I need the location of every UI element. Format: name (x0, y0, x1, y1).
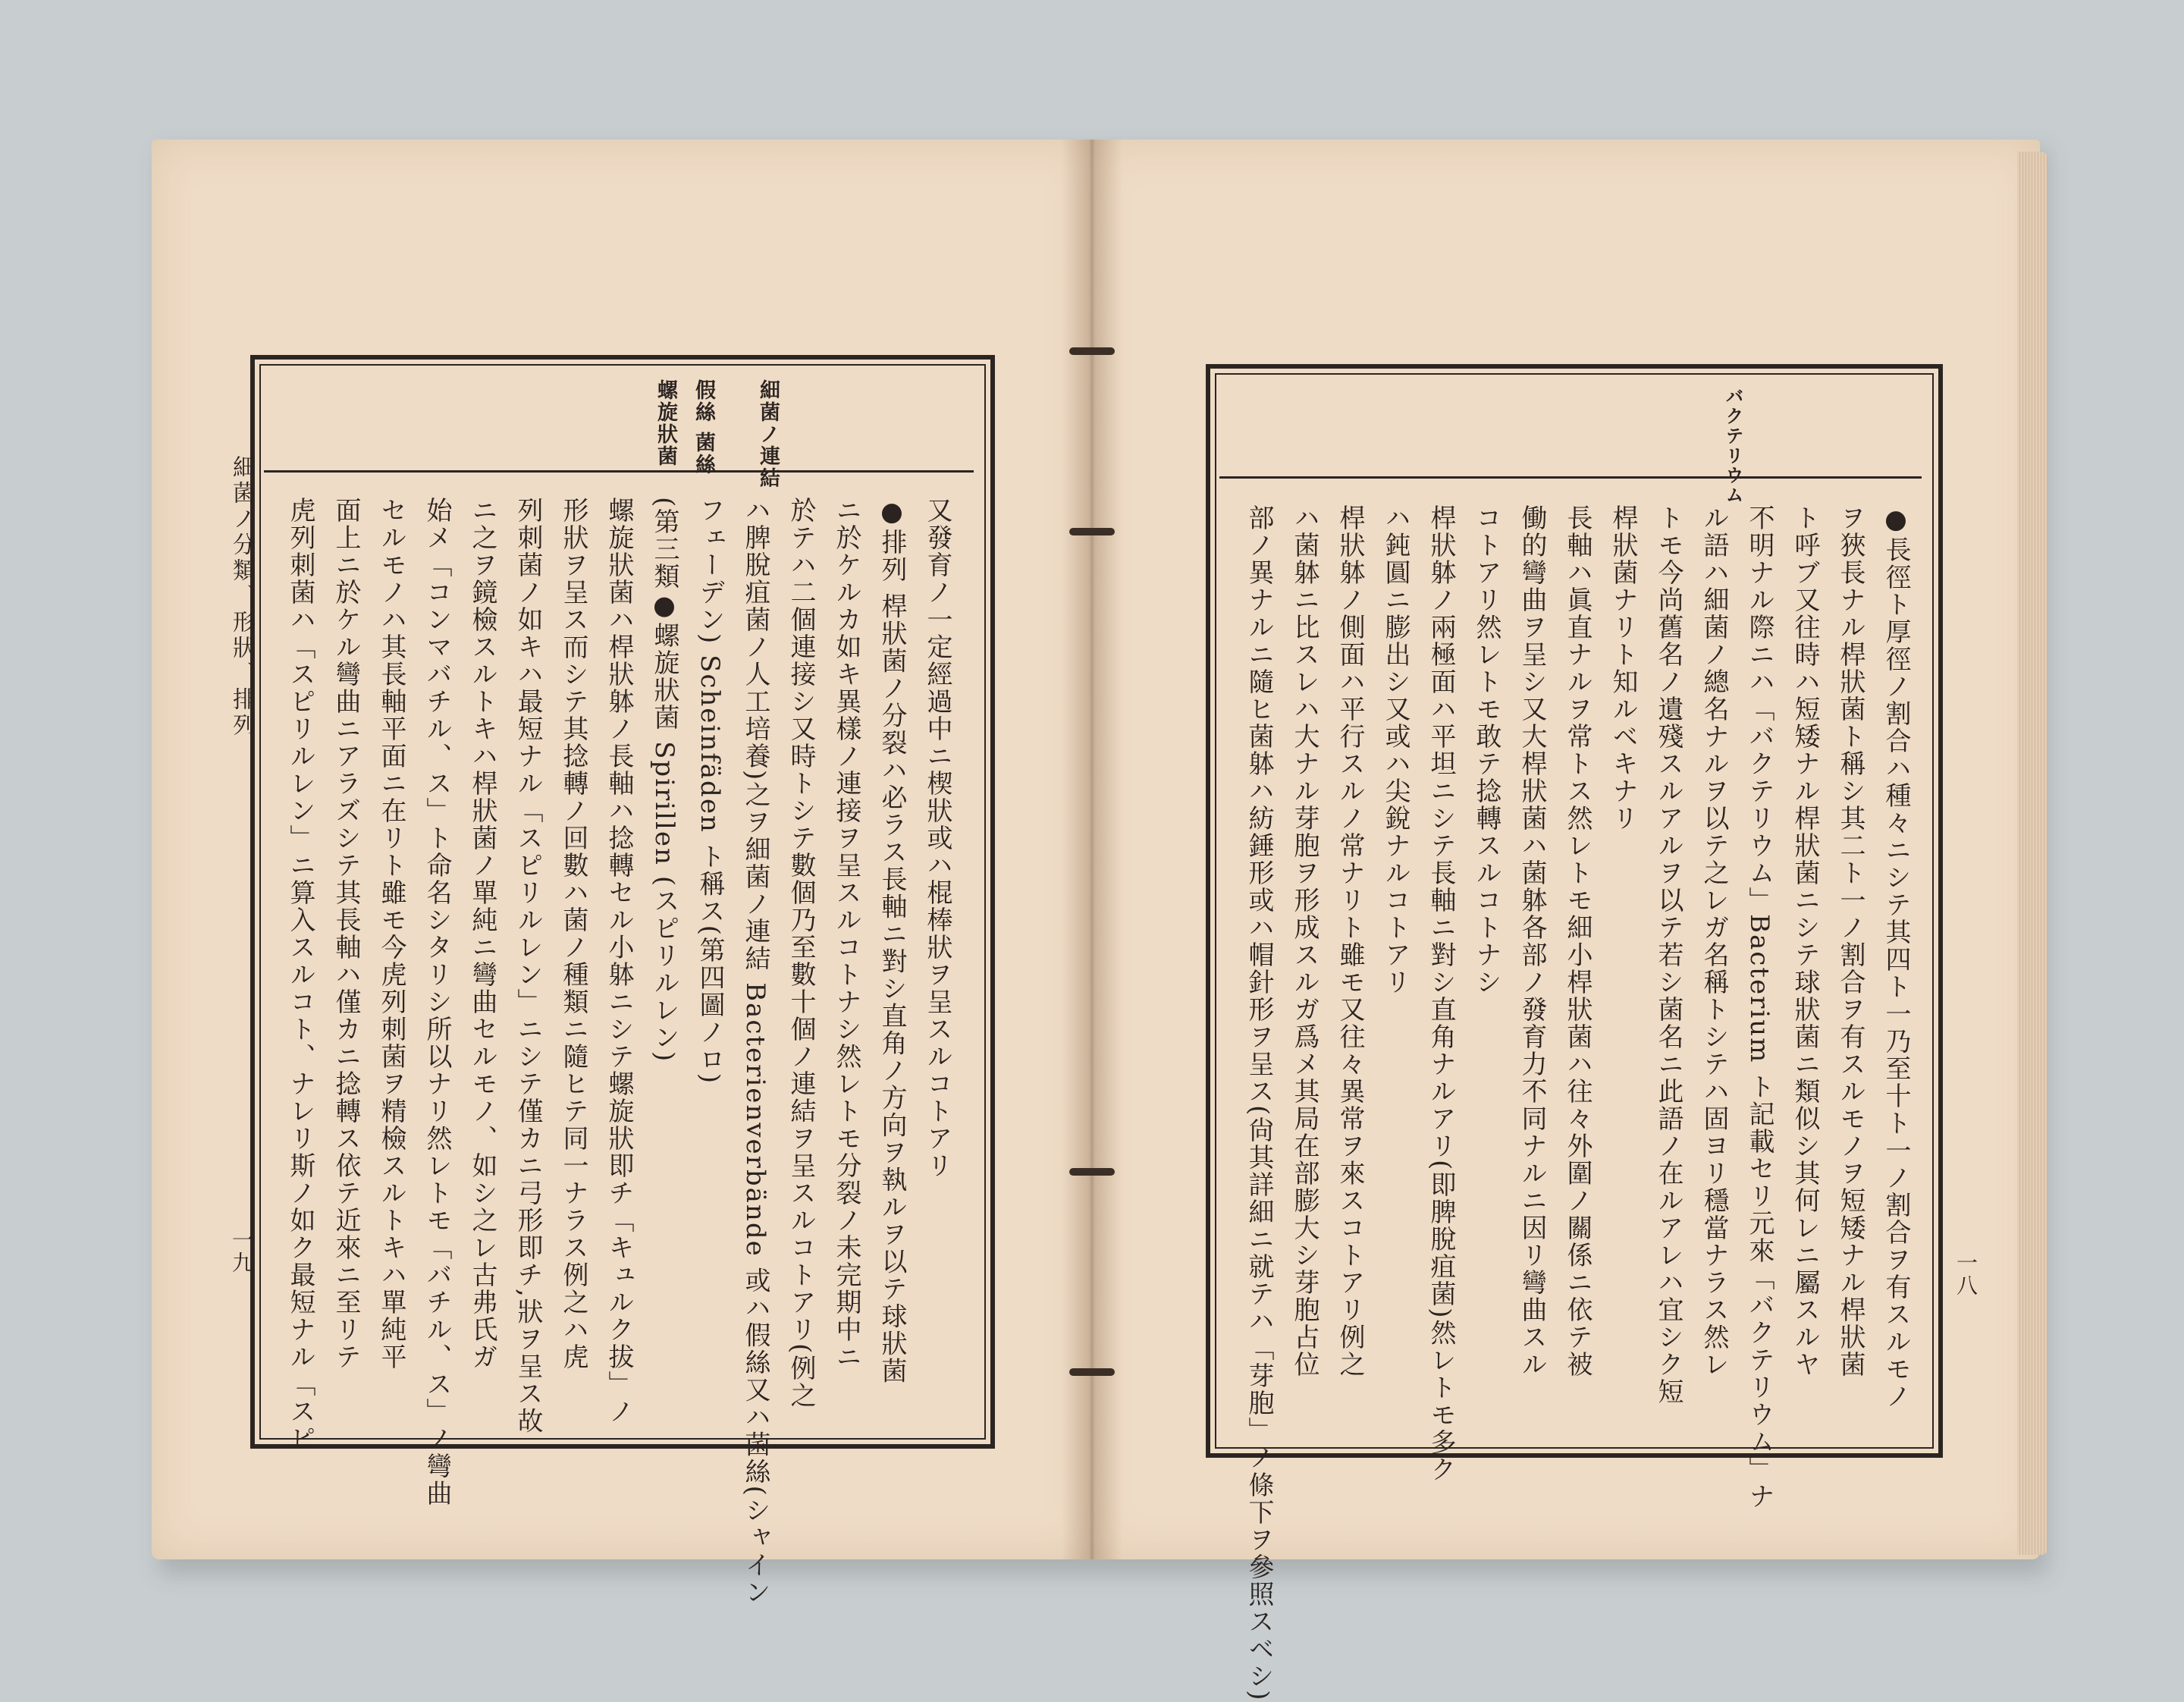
binding-stitch (1069, 1168, 1115, 1176)
page-edge-stack (2017, 152, 2048, 1555)
text-column: 桿狀菌ナリト知ルベキナリ (1608, 504, 1638, 832)
binding-stitch (1069, 347, 1115, 355)
page-number-right: 一八 (1953, 1251, 1978, 1297)
text-column: トモ今尚舊名ノ遺殘スルアルヲ以テ若シ菌名ニ此語ノ在ルアレハ宜シク短 (1653, 504, 1684, 1405)
text-column: 始メ「コンマバチル、ス」ト命名シタリシ所以ナリ然レトモ「バチル、ス」ノ彎曲 (422, 497, 452, 1507)
text-column: フェーデン) Scheinfäden ト稱ス(第四圖ノロ) (695, 497, 725, 1085)
text-column: ト呼ブ又往時ハ短矮ナル桿狀菌ニシテ球狀菌ニ類似シ其何レニ屬スルヤ (1790, 504, 1820, 1378)
text-column: コトアリ然レトモ敢テ捻轉スルコトナシ (1471, 504, 1502, 996)
text-column: 形狀ヲ呈ス而シテ其捻轉ノ回數ハ菌ノ種類ニ隨ヒテ同一ナラス例之ハ虎 (558, 497, 588, 1371)
margin-heading: 細菌ノ連結 (756, 379, 780, 489)
text-column: ●排列 桿狀菌ノ分裂ハ必ラス長軸ニ對シ直角ノ方向ヲ執ルヲ以テ球狀菌 (877, 497, 907, 1385)
margin-heading: 假絲 菌絲 (692, 379, 715, 476)
running-title: 細菌ノ分類、形狀、排列 (228, 455, 255, 739)
text-column: 不明ナル際ニハ「バクテリウム」Bacterium ト記載セリ元來「バクテリウム」ナ (1744, 504, 1774, 1511)
binding-stitch (1069, 1368, 1115, 1376)
margin-heading: バクテリウム (1722, 387, 1744, 505)
text-column: (第三類●螺旋狀菌 Spirillen (スピリルレン) (649, 497, 679, 1063)
text-column: 桿狀躰ノ側面ハ平行スルノ常ナリト雖モ又往々異常ヲ來スコトアリ例之 (1335, 504, 1365, 1378)
text-column: ハ脾脫疽菌ノ人工培養)之ヲ細菌ノ連結 Bacterienverbände 或ハ假絲又ハ菌絲(シャイン (740, 497, 770, 1606)
text-column: 長軸ハ眞直ナルヲ常トス然レトモ細小桿狀菌ハ往々外圍ノ關係ニ依テ被 (1562, 504, 1592, 1378)
text-column: 部ノ異ナルニ隨ヒ菌躰ハ紡錘形或ハ帽針形ヲ呈ス(尙其詳細ニ就テハ「芽胞」ノ條下ヲ參照スベシ) (1244, 504, 1274, 1702)
text-column: 於テハ二個連接シ又時トシテ數個乃至數十個ノ連結ヲ呈スルコトアリ(例之 (786, 497, 816, 1410)
text-column: 列刺菌ノ如キハ最短ナル「スピリルレン」ニシテ僅カニ弓形即チ,狀ヲ呈ス故 (513, 497, 543, 1435)
left-header-rule (264, 470, 974, 473)
text-column: ●長徑ト厚徑ノ割合ハ種々ニシテ其四ト一乃至十ト一ノ割合ヲ有スルモノ (1881, 504, 1911, 1410)
text-column: セルモノハ其長軸平面ニ在リト雖モ今虎列刺菌ヲ精檢スルトキハ單純平 (376, 497, 406, 1371)
margin-heading: 螺旋狀菌 (654, 379, 677, 467)
page-number-left: 一九 (229, 1229, 254, 1274)
text-column: ハ菌躰ニ比スレハ大ナル芽胞ヲ形成スルガ爲メ其局在部膨大シ芽胞占位 (1289, 504, 1320, 1378)
text-column: 桿狀躰ノ兩極面ハ平坦ニシテ長軸ニ對シ直角ナルアリ(即脾脫疽菌)然レトモ多ク (1426, 504, 1456, 1484)
text-column: 又發育ノ一定經過中ニ楔狀或ハ棍棒狀ヲ呈スルコトアリ (922, 497, 952, 1179)
text-column: ハ鈍圓ニ膨出シ又或ハ尖銳ナルコトアリ (1380, 504, 1410, 996)
text-column: 虎列刺菌ハ「スピリルレン」ニ算入スルコト、ナレリ斯ノ如ク最短ナル「スピ (285, 497, 315, 1452)
text-column: ヲ狹長ナル桿狀菌ト稱シ其二ト一ノ割合ヲ有スルモノヲ短矮ナル桿狀菌 (1835, 504, 1866, 1378)
right-header-rule (1219, 476, 1922, 479)
binding-stitch (1069, 528, 1115, 535)
text-column: 働的彎曲ヲ呈シ又大桿狀菌ハ菌躰各部ノ發育力不同ナルニ因リ彎曲スル (1517, 504, 1547, 1378)
text-column: ル語ハ細菌ノ總名ナルヲ以テ之レガ名稱トシテハ固ヨリ穩當ナラス然レ (1699, 504, 1729, 1378)
text-column: 螺旋狀菌ハ桿狀躰ノ長軸ハ捻轉セル小躰ニシテ螺旋狀即チ「キュルク拔」ノ (604, 497, 634, 1425)
text-column: ニ於ケルカ如キ異樣ノ連接ヲ呈スルコトナシ然レトモ分裂ノ未完期中ニ (831, 497, 861, 1371)
text-column: ニ之ヲ鏡檢スルトキハ桿狀菌ノ單純ニ彎曲セルモノ、如シ之レ古弗氏ガ (467, 497, 497, 1371)
text-column: 面上ニ於ケル彎曲ニアラズシテ其長軸ハ僅カニ捻轉ス依テ近來ニ至リテ (331, 497, 361, 1371)
